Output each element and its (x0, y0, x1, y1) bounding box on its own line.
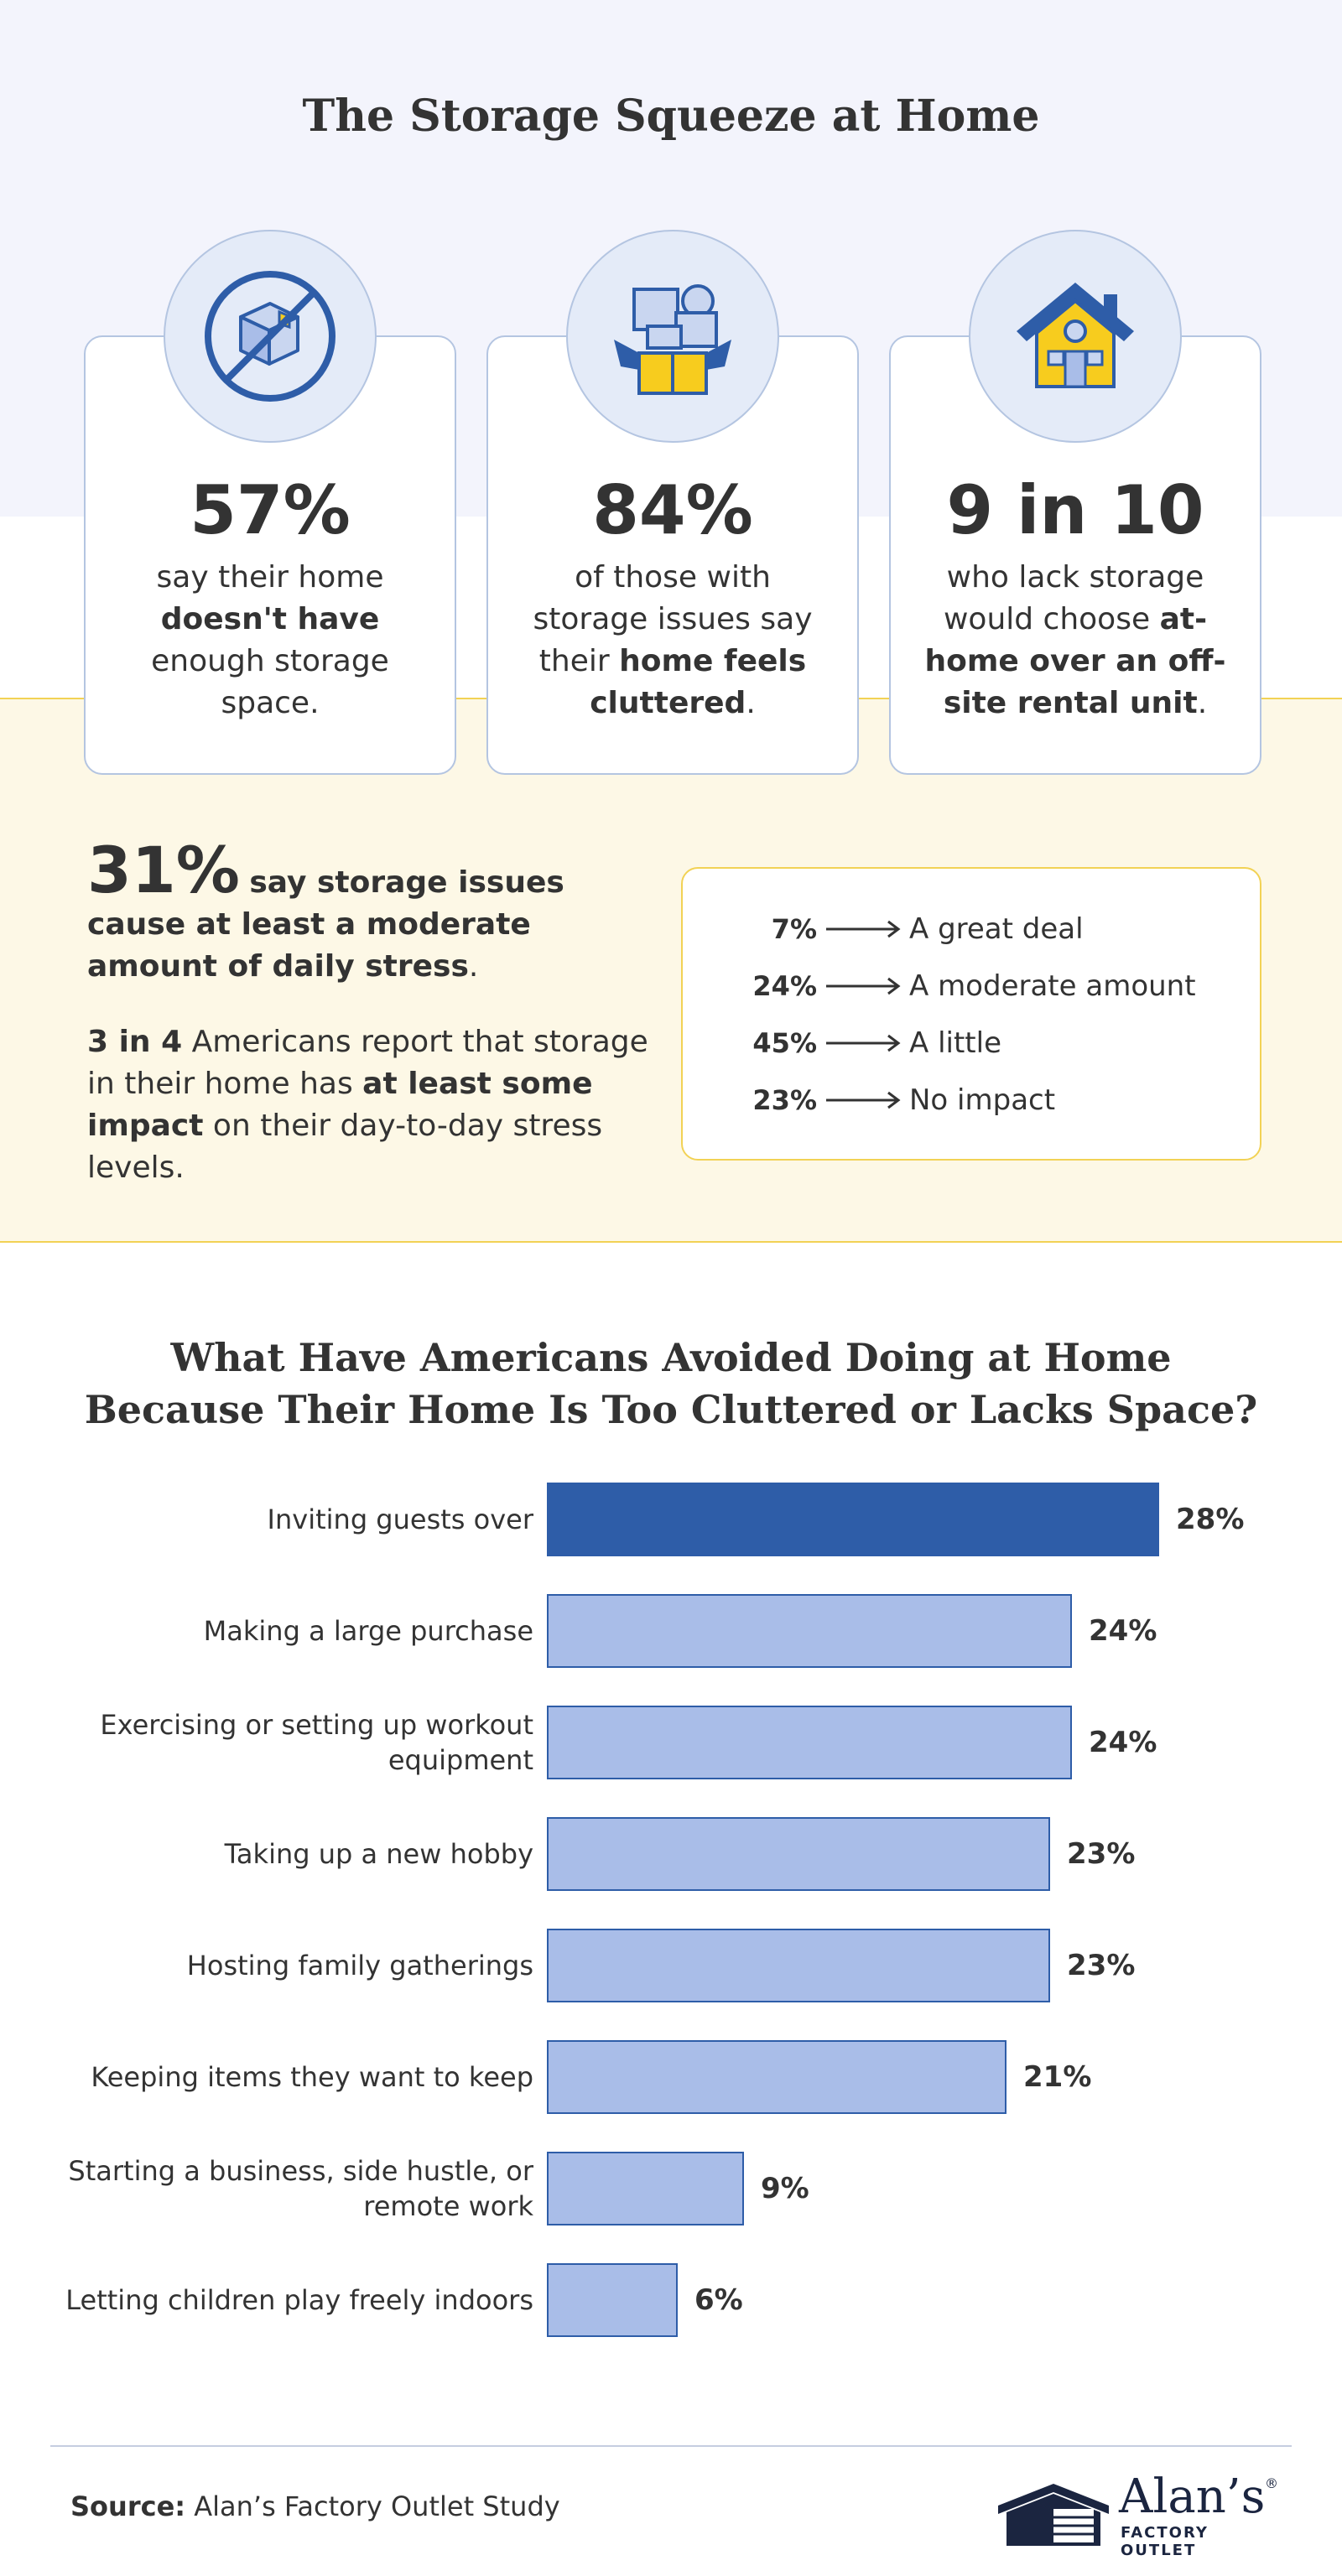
arrow-right-icon (817, 919, 909, 939)
bar-row (0, 2038, 1342, 2116)
bar (547, 1929, 1050, 2002)
bar-value-label: 23% (1067, 1949, 1136, 1982)
bar (547, 1483, 1159, 1556)
stress-headline-text: say storage issues cause at least a moderate amount of daily stress (87, 865, 564, 984)
bar-row (0, 1815, 1342, 1893)
stat-text: say their home (156, 560, 384, 595)
stat-text: . (1197, 686, 1208, 720)
garage-logo-icon (995, 2480, 1112, 2547)
stat-description (513, 557, 832, 724)
chart-title-line-2: Because Their Home Is Too Cluttered or Lacks Space? (84, 1387, 1258, 1432)
stress-text: on their day-to-day stress levels. (87, 1109, 603, 1185)
stress-breakdown-row (683, 901, 1260, 958)
logo-name: Alan’s (1119, 2470, 1266, 2524)
bar-value-label: 9% (761, 2172, 809, 2205)
stat-text: who lack storage would choose (943, 560, 1204, 636)
arrow-right-icon (817, 976, 909, 996)
stat-text: . (746, 686, 756, 720)
stat-value: 9 in 10 (946, 471, 1204, 549)
bar-category-label: Making a large purchase (203, 1615, 533, 1647)
stat-text: enough storage space. (151, 644, 389, 720)
bar-row (0, 1927, 1342, 2004)
bar-category-label: Inviting guests over (267, 1504, 533, 1535)
stress-label: A moderate amount (909, 969, 1196, 1003)
bar-value-label: 24% (1089, 1726, 1157, 1759)
stat-text: of those with storage issues say their (533, 560, 813, 678)
footer-divider (50, 2445, 1292, 2447)
bar-value-label: 6% (694, 2283, 743, 2317)
no-boxes-icon (199, 265, 341, 408)
icon-circle-3 (969, 230, 1182, 443)
bar-category-label: Hosting family gatherings (186, 1950, 533, 1981)
bar (547, 2152, 744, 2225)
stress-breakdown-row (683, 1072, 1260, 1129)
stat-value: 57% (190, 471, 351, 549)
stat-value: 84% (592, 471, 753, 549)
stress-breakdown-row (683, 1015, 1260, 1072)
stress-text: Americans report that storage in their home has (87, 1025, 648, 1101)
bar-value-label: 21% (1023, 2060, 1092, 2094)
source-text: Alan’s Factory Outlet Study (185, 2490, 560, 2522)
arrow-right-icon (817, 1090, 909, 1110)
arrow-right-icon (817, 1033, 909, 1053)
stat-emphasis: at-home over an off-site rental unit (924, 602, 1226, 720)
bar (547, 1594, 1072, 1668)
stress-paragraph (87, 1021, 658, 1189)
stress-emphasis: at least some impact (87, 1067, 593, 1143)
bar (547, 1706, 1072, 1779)
chart-title (0, 1332, 1342, 1436)
bar (547, 2040, 1006, 2114)
icon-circle-1 (164, 230, 377, 443)
stress-breakdown-row (683, 958, 1260, 1015)
bar-value-label: 23% (1067, 1837, 1136, 1871)
page-title: The Storage Squeeze at Home (302, 91, 1040, 142)
stress-emphasis: 3 in 4 (87, 1025, 183, 1059)
stat-description (111, 557, 429, 724)
source-note (70, 2490, 560, 2522)
bar-category-label: Keeping items they want to keep (91, 2061, 533, 2093)
bar-row (0, 2150, 1342, 2227)
stress-big-stat: 31% (87, 833, 240, 907)
source-label: Source: (70, 2490, 186, 2522)
stat-emphasis: home feels cluttered (590, 644, 807, 720)
bar-category-label: Letting children play freely indoors (65, 2284, 533, 2316)
stress-pct: 45% (752, 1027, 817, 1059)
overflowing-box-icon (589, 252, 757, 420)
bar-value-label: 28% (1176, 1503, 1245, 1536)
bar-category-label: Exercising or setting up workout equipment (100, 1709, 533, 1776)
stress-headline-end: . (468, 949, 479, 984)
chart-title-line-1: What Have Americans Avoided Doing at Home (170, 1335, 1172, 1380)
logo-registered-mark: ® (1265, 2475, 1278, 2491)
stress-breakdown-box (681, 867, 1261, 1161)
stress-label: A little (909, 1026, 1001, 1060)
bar-category-label: Taking up a new hobby (224, 1838, 533, 1870)
stress-headline (87, 833, 658, 988)
bar-row (0, 2262, 1342, 2339)
bar-row (0, 1592, 1342, 1670)
bar-row (0, 1704, 1342, 1781)
icon-circle-2 (566, 230, 779, 443)
stat-description (916, 557, 1235, 724)
bar-category-label: Starting a business, side hustle, or remote work (68, 2155, 533, 2222)
bar (547, 1817, 1050, 1891)
stress-pct: 7% (771, 913, 817, 945)
logo-subtitle: FACTORY OUTLET (1121, 2524, 1209, 2559)
house-icon (1000, 261, 1151, 412)
stat-emphasis: doesn't have (160, 602, 380, 636)
bar-value-label: 24% (1089, 1614, 1157, 1648)
stress-label: A great deal (909, 912, 1084, 946)
bar (547, 2263, 678, 2337)
bar-row (0, 1481, 1342, 1558)
stress-summary (87, 833, 658, 1189)
stress-label: No impact (909, 1083, 1056, 1117)
stress-pct: 24% (752, 970, 817, 1002)
brand-logo (995, 2470, 1280, 2559)
stress-pct: 23% (752, 1084, 817, 1116)
